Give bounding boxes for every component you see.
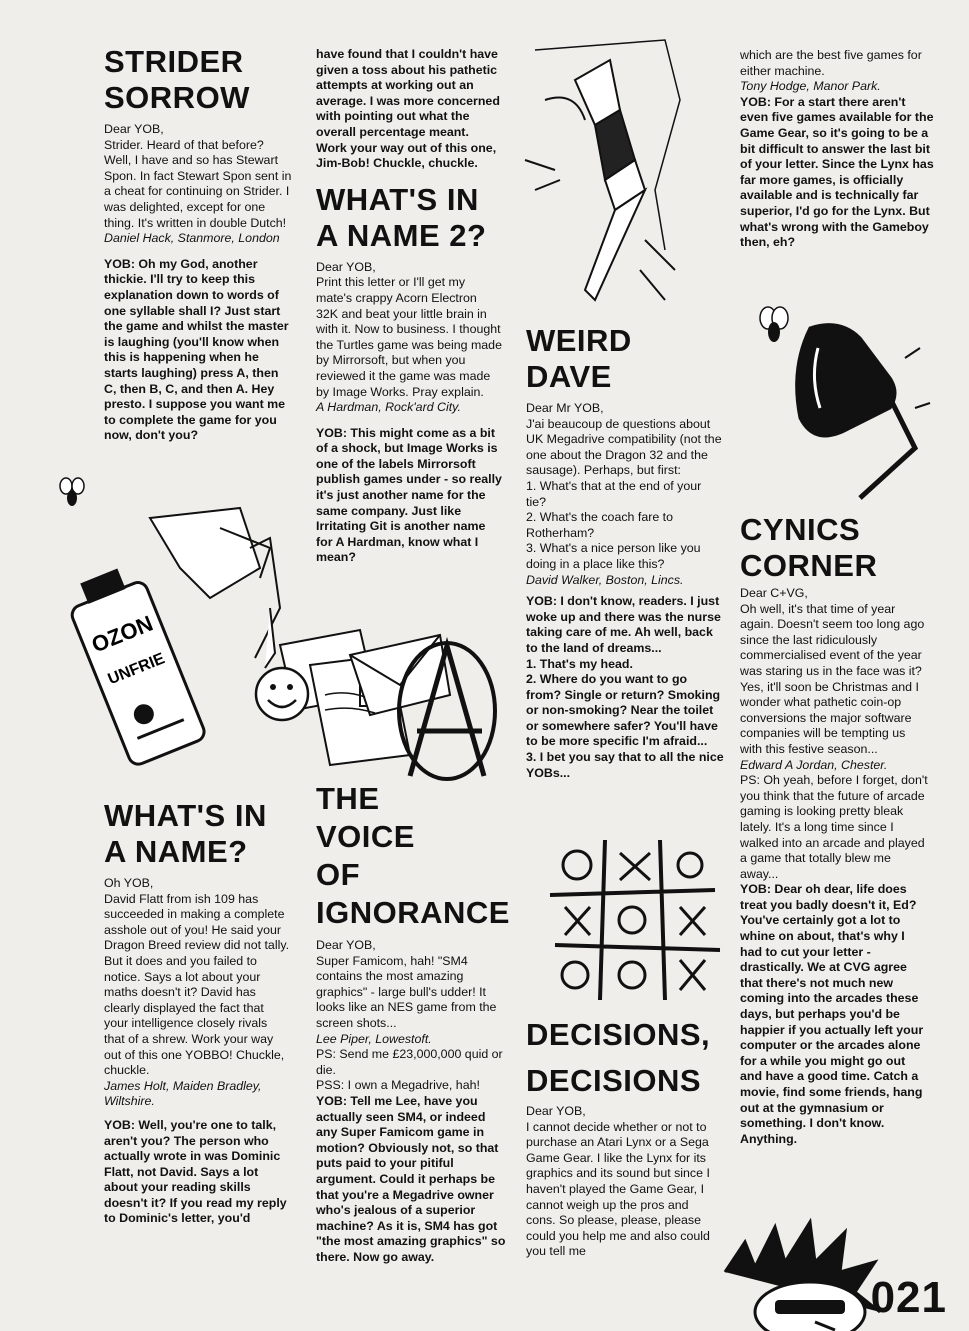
letter-title: STRIDER SORROW xyxy=(104,44,250,115)
letter-pss: PSS: I own a Megadrive, hah! xyxy=(316,1078,480,1093)
yob-face-icon xyxy=(715,1222,885,1331)
letter-ps: PS: Oh yeah, before I forget, don't you think that the future of arcade gaming is looking pretty bleak lately. It's a long time since I walked into an arcade and played a game that totally blew me away... xyxy=(740,773,928,881)
smiley-face-icon xyxy=(252,664,312,724)
letter-body-continued: which are the best five games for either machine. xyxy=(740,48,922,78)
letter-signature: Lee Piper, Lowestoft. xyxy=(316,1031,432,1046)
yob-reply-continued: have found that I couldn't have given a toss about his pathetic attempts at working out an average. I was more concerned with pointing out what the overall percentage meant. Work your way out of this one, Jim-Bob! Chuckle, chuckle. xyxy=(316,47,500,171)
letter-cynics-corner xyxy=(740,512,930,1147)
letter-title: THE VOICE OF IGNORANCE xyxy=(316,781,510,930)
letter-body: J'ai beaucoup de questions about UK Megadrive compatibility (not the one about the Dragon 32 and the sausage). Perhaps, but first: xyxy=(526,416,722,478)
letter-body: Oh well, it's that time of year again. Doesn't seem too long ago since the last ridiculously commercialised event of the year was staring us in the face was it? Yes, it'll soon be Christmas and I wonder what pathetic coin-op conversions the major software companies will be tempting us with this festive season... xyxy=(740,601,925,756)
letter-signature: Daniel Hack, Stanmore, London xyxy=(104,231,280,246)
column-4 xyxy=(740,48,936,251)
letter-salutation: Dear Mr YOB, xyxy=(526,401,604,415)
letter-ps: PS: Send me £23,000,000 quid or die. xyxy=(316,1047,503,1077)
letter-signature: David Walker, Boston, Lincs. xyxy=(526,572,684,587)
answer-3: 3. I bet you say that to all the nice YOBs... xyxy=(526,750,724,780)
page-number: 021 xyxy=(870,1273,947,1322)
letter-weird-dave xyxy=(526,323,724,781)
letter-salutation: Dear YOB, xyxy=(316,259,376,274)
column-3 xyxy=(526,323,724,781)
column-2-lower xyxy=(316,780,508,1265)
letter-signature: Edward A Jordan, Chester. xyxy=(740,757,888,772)
paint-brush-icon xyxy=(515,40,685,310)
sunglasses-icon xyxy=(740,298,940,508)
column-4-lower xyxy=(740,512,930,1147)
spray-can-label: OZON xyxy=(88,610,157,658)
question-3: 3. What's a nice person like you doing in a place like this? xyxy=(526,541,701,571)
letter-salutation: Dear C+VG, xyxy=(740,586,808,600)
letter-decisions xyxy=(526,1012,716,1260)
letter-title: CYNICS CORNER xyxy=(740,512,878,583)
letter-title: DECISIONS, DECISIONS xyxy=(526,1017,711,1098)
letter-body: I cannot decide whether or not to purchase an Atari Lynx or a Sega Game Gear. I like the Lynx for its graphics and its sound but since I haven't played the Game Gear, I cannot weigh up the pros and cons. So please, please, please could you help me and also could you tell me xyxy=(526,1119,710,1259)
letter-salutation: Dear YOB, xyxy=(316,938,376,952)
letter-body: Super Famicom, hah! "SM4 contains the most amazing graphics" - large bull's udder! It looks like an NES game from the screen shots... xyxy=(316,953,497,1030)
letter-strider-sorrow xyxy=(104,44,294,444)
question-2: 2. What's the coach fare to Rotherham? xyxy=(526,510,673,540)
yob-reply: YOB: This might come as a bit of a shock, but Image Works is one of the labels Mirrorsoft publish games under - so really it's just another name for the same company. Just like Irritating Git is another name for A Hardman, know what I mean? xyxy=(316,425,502,565)
letter-signature: James Holt, Maiden Bradley, Wiltshire. xyxy=(104,1078,262,1109)
yob-reply-intro: YOB: I don't know, readers. I just woke up and there was the nurse taking care of me. Ah well, back to the land of dreams... xyxy=(526,594,721,655)
column-3-lower xyxy=(526,1012,716,1260)
letter-signature: Tony Hodge, Manor Park. xyxy=(740,79,881,94)
letter-body: David Flatt from ish 109 has succeeded in making a complete asshole out of you! He said your Dragon Breed review did not tally. But it does and you failed to notice. Says a lot about your maths doesn't it? David has clearly displayed the fact that your intelligence closely rivals that of a shrew. Work your way out of this one YOBBO! Chuckle, chuckle. xyxy=(104,891,290,1078)
letter-title: WHAT'S IN A NAME? xyxy=(104,798,267,869)
question-1: 1. What's that at the end of your tie? xyxy=(526,478,702,509)
answer-2: 2. Where do you want to go from? Single or return? Smoking or non-smoking? Near the toilet or somewhere safer? You'll have to be more specific I'm afraid... xyxy=(526,672,721,749)
letter-salutation: Oh YOB, xyxy=(104,876,154,890)
fly-icon xyxy=(58,478,86,508)
yob-reply: YOB: Well, you're one to talk, aren't you? The person who actually wrote in was Dominic Flatt, not David. Says a lot about your reading skills doesn't it? If you read my reply to Dominic's letter, you'd xyxy=(104,1117,287,1226)
column-2 xyxy=(316,47,502,576)
yob-reply: YOB: For a start there aren't even five games available for the Game Gear, so it's going to be a bit difficult to answer the last bit of your letter. Since the Lynx has far more games, is officially available and is technically far superior, I'd go for the Lynx. But what's wrong with the Gameboy then, eh? xyxy=(740,94,934,250)
column-1-lower xyxy=(104,798,290,1237)
letter-title: WEIRD DAVE xyxy=(526,323,632,394)
letter-body: Strider. Heard of that before? Well, I have and so has Stewart Spon. In fact Stewart Spon sent in a cheat for continuing on Strider. I was delighted, except for one thing. It's written in double Dutch! xyxy=(104,137,292,230)
svg-text:UNFRIE: UNFRIE xyxy=(105,650,168,689)
letter-whats-in-a-name xyxy=(104,798,290,1227)
letter-salutation: Dear YOB, xyxy=(526,1104,586,1118)
letter-signature: A Hardman, Rock'ard City. xyxy=(316,400,461,415)
yob-reply xyxy=(526,594,724,781)
answer-1: 1. That's my head. xyxy=(526,656,633,671)
noughts-crosses-icon xyxy=(545,835,725,1005)
yob-reply: YOB: Oh my God, another thickie. I'll try to keep this explanation down to words of one syllable shall I? Just start the game and whilst the master is laughing (you'll know when this is happening when he starts laughing) press A, then C, then B, C, and then A. Hey presto. I suppose you want me to complete the game for you now, don't you? xyxy=(104,256,289,443)
letter-body: Print this letter or I'll get my mate's crappy Acorn Electron 32K and beat your little brain in with it. Now to business. I thought the Turtles game was being made by Mirrorsoft, but when you reviewed it the game was made by Image Works. Pray explain. xyxy=(316,275,502,399)
column-1 xyxy=(104,44,294,454)
letter-voice-of-ignorance xyxy=(316,780,508,1265)
anarchy-symbol-icon xyxy=(392,636,502,786)
letter-title: WHAT'S IN A NAME 2? xyxy=(316,181,487,253)
letter-salutation: Dear YOB, xyxy=(104,122,164,136)
yob-reply: YOB: Tell me Lee, have you actually seen SM4, or indeed any Super Famicom game in motion? Obviously not, so that puts paid to your pitiful argument. Could it perhaps be that you're a Megadrive owner who's jealous of a superior machine? As it is, SM4 has got "the most amazing graphics" so there. Now go away. xyxy=(316,1093,506,1264)
letter-whats-in-a-name-2 xyxy=(316,182,502,566)
yob-reply: YOB: Dear oh dear, life does treat you badly doesn't it, Ed? You've certainly got a lot to whine on about, that's why I had to cut your letter - drastically. We at CVG agree that there's not much new coming into the arcades these days, but perhaps you'd be happier if you actually left your computer or the arcades alone for a while you might go out and have a good time. Catch a movie, find some friends, hang out at the gymnasium or something. I don't know. Anything. xyxy=(740,882,924,1146)
